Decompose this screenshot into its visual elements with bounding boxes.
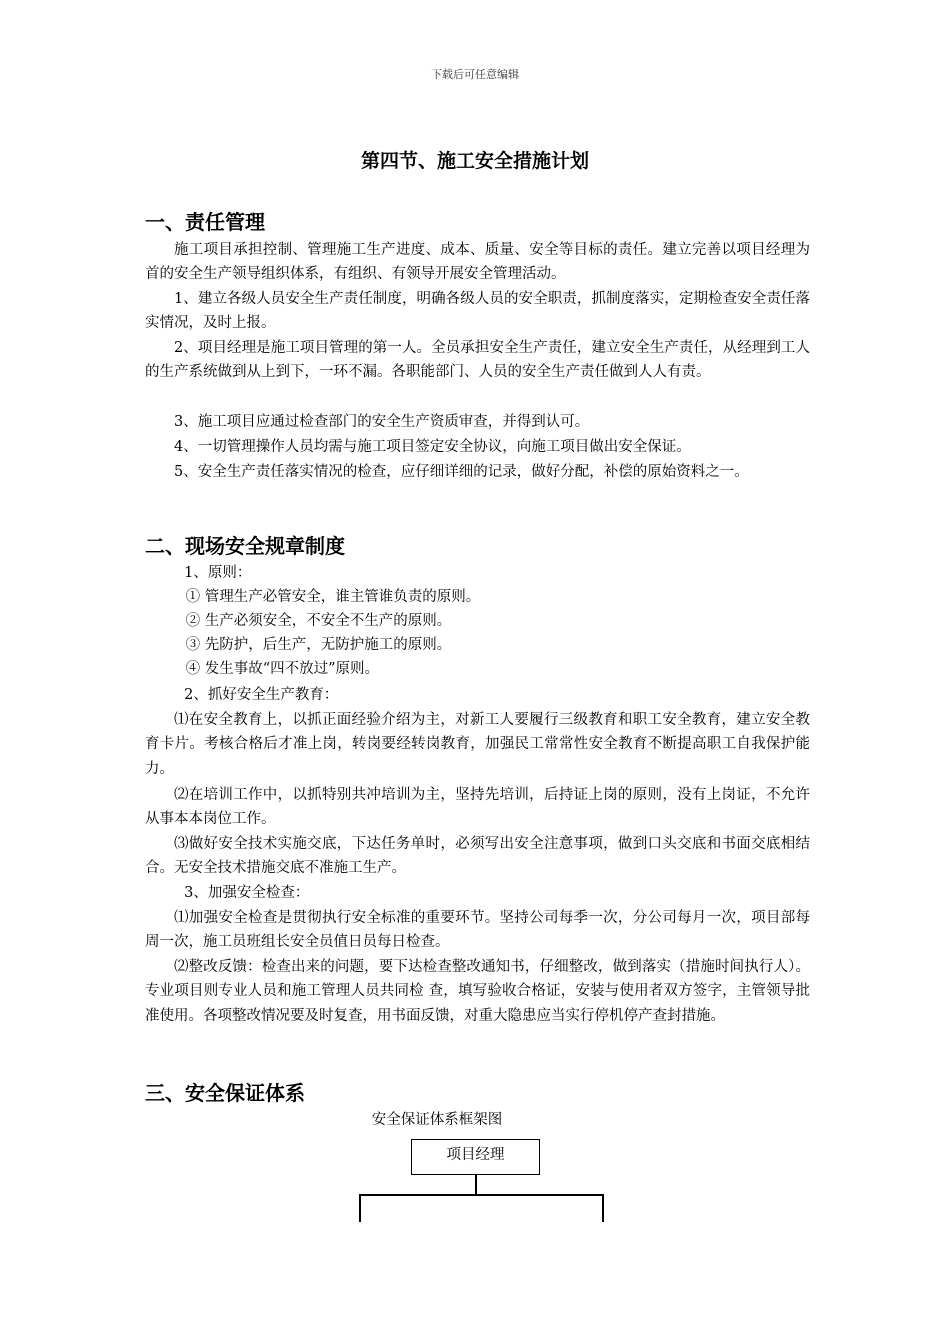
list-item: ② 生产必须安全，不安全不生产的原则。 — [185, 613, 452, 629]
section-title: 第四节、施工安全措施计划 — [360, 150, 589, 172]
paragraph: ⑴在安全教育上，以抓正面经验介绍为主，对新工人要履行三级教育和职工安全教育，建立安全教育卡片。考核合格后才准上岗，转岗要经转岗教育，加强民工常常性安全教育不断提高职工自我保护能力。 — [145, 712, 810, 777]
list-item: ④ 发生事故“四不放过”原则。 — [185, 661, 380, 677]
list-item: 3、加强安全检查： — [184, 885, 310, 901]
list-item: ③ 先防护，后生产，无防护施工的原则。 — [185, 637, 452, 653]
org-box-project-manager: 项目经理 — [411, 1139, 540, 1175]
paragraph: ⑵在培训工作中，以抓特别共冲培训为主，坚持先培训，后持证上岗的原则，没有上岗证，不允许从事本本岗位工作。 — [145, 787, 810, 828]
heading-safety-system: 三、安全保证体系 — [145, 1081, 305, 1105]
list-item: ① 管理生产必管安全，谁主管谁负责的原则。 — [185, 589, 481, 605]
paragraph: 4、一切管理操作人员均需与施工项目签定安全协议，向施工项目做出安全保证。 — [174, 439, 691, 455]
list-item: 2、抓好安全生产教育： — [184, 687, 339, 703]
paragraph: 5、安全生产责任落实情况的检查，应仔细详细的记录，做好分配，补偿的原始资料之一。 — [174, 464, 749, 480]
heading-site-rules: 二、现场安全规章制度 — [145, 534, 345, 558]
paragraph: ⑵整改反馈：检查出来的问题，要下达检查整改通知书，仔细整改，做到落实（措施时间执行人）。专业项目则专业人员和施工管理人员共同检 查，填写验收合格证，安装与使用者双方签字，主管领导批准使用。各项整改情况要及时复查，用书面反馈，对重大隐患应当实行停机停产查封措施。 — [145, 959, 810, 1024]
page-header: 下载后可任意编辑 — [431, 68, 519, 81]
paragraph: 3、施工项目应通过检查部门的安全生产资质审查，并得到认可。 — [174, 414, 590, 430]
paragraph: ⑶做好安全技术实施交底，下达任务单时，必须写出安全注意事项，做到口头交底和书面交底相结合。无安全技术措施交底不准施工生产。 — [145, 836, 810, 877]
connector-line — [359, 1194, 604, 1196]
connector-line — [359, 1194, 361, 1222]
paragraph: ⑴加强安全检查是贯彻执行安全标准的重要环节。坚持公司每季一次，分公司每月一次，项目部每周一次，施工员班组长安全员值日员每日检查。 — [145, 910, 810, 951]
paragraph: 施工项目承担控制、管理施工生产进度、成本、质量、安全等目标的责任。建立完善以项目经理为首的安全生产领导组织体系，有组织、有领导开展安全管理活动。 — [145, 242, 810, 283]
diagram-caption: 安全保证体系框架图 — [371, 1112, 503, 1128]
connector-line — [475, 1175, 477, 1195]
paragraph: 2、项目经理是施工项目管理的第一人。全员承担安全生产责任，建立安全生产责任，从经理到工人的生产系统做到从上到下，一环不漏。各职能部门、人员的安全生产责任做到人人有责。 — [145, 340, 810, 381]
connector-line — [602, 1194, 604, 1222]
list-item: 1、原则： — [184, 565, 252, 581]
heading-responsibility: 一、责任管理 — [145, 210, 265, 234]
paragraph: 1、建立各级人员安全生产责任制度，明确各级人员的安全职责，抓制度落实，定期检查安全责任落实情况，及时上报。 — [145, 291, 810, 332]
